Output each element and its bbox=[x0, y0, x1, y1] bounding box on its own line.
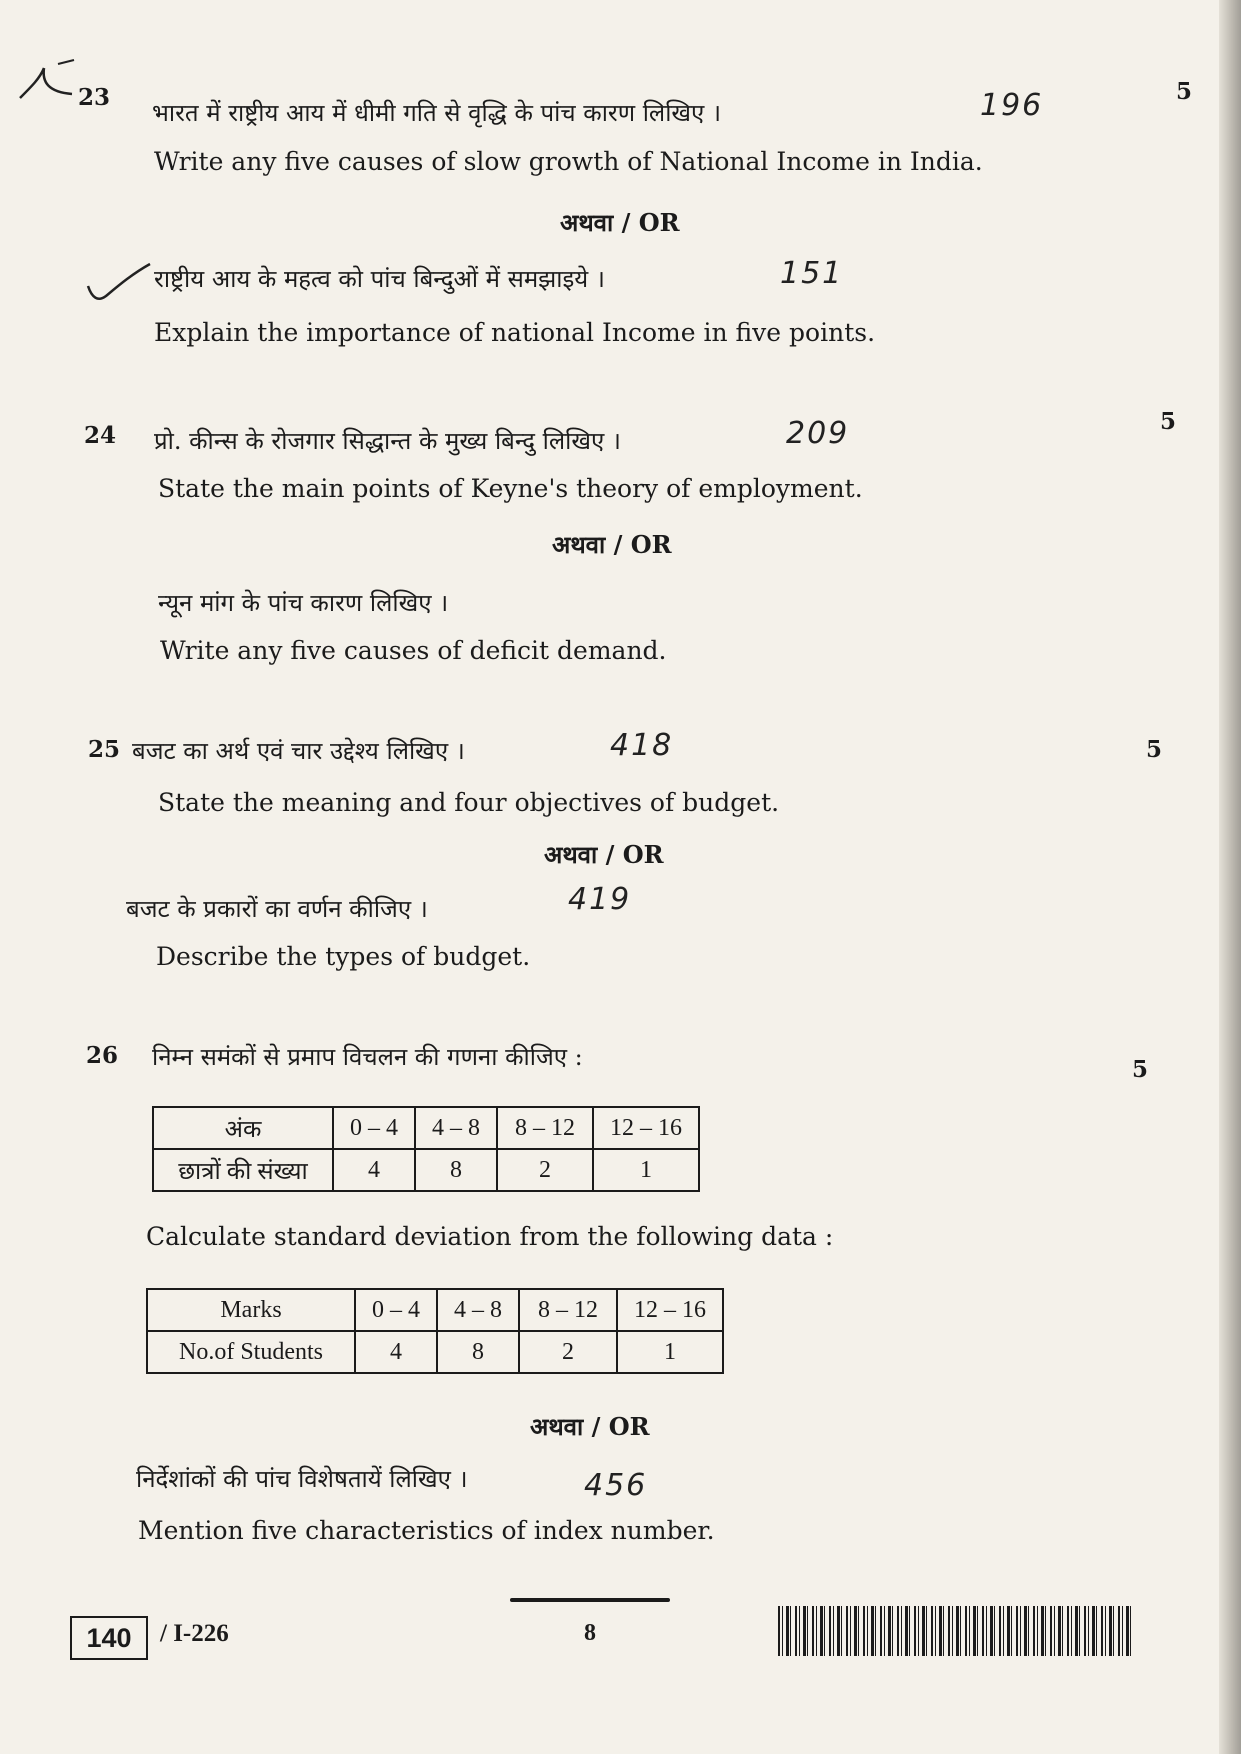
handwritten-page-ref: 209 bbox=[786, 416, 850, 451]
table-cell: 1 bbox=[593, 1149, 699, 1191]
alternate-text-hindi: निर्देशांकों की पांच विशेषतायें लिखिए । bbox=[136, 1465, 468, 1493]
table-row bbox=[153, 1149, 699, 1191]
question-number: 24 bbox=[84, 422, 117, 449]
or-separator: अथवा / OR bbox=[530, 1412, 650, 1441]
table-cell: 4 – 8 bbox=[437, 1289, 519, 1331]
page-number: 8 bbox=[584, 1620, 596, 1646]
question-marks: 5 bbox=[1176, 78, 1193, 105]
checkmark-icon bbox=[84, 262, 154, 310]
handwritten-page-ref: 196 bbox=[980, 88, 1044, 123]
or-separator: अथवा / OR bbox=[544, 840, 664, 869]
question-text-english: Write any five causes of slow growth of National Income in India. bbox=[154, 147, 983, 176]
question-text-english: State the meaning and four objectives of budget. bbox=[158, 788, 780, 817]
question-number: 26 bbox=[86, 1042, 119, 1069]
paper-edge-shadow bbox=[1219, 0, 1241, 1754]
or-separator: अथवा / OR bbox=[552, 530, 672, 559]
barcode bbox=[778, 1606, 1132, 1656]
table-cell: छात्रों की संख्या bbox=[153, 1149, 333, 1191]
handwritten-page-ref: 151 bbox=[780, 256, 844, 291]
question-number: 23 bbox=[78, 84, 111, 111]
question-marks: 5 bbox=[1132, 1056, 1149, 1083]
alternate-text-english: Explain the importance of national Income in five points. bbox=[154, 318, 876, 347]
table-cell: 12 – 16 bbox=[593, 1107, 699, 1149]
alternate-text-hindi: न्यून मांग के पांच कारण लिखिए । bbox=[158, 589, 449, 617]
question-text-hindi: निम्न समंकों से प्रमाप विचलन की गणना कीजिए : bbox=[152, 1043, 583, 1071]
table-cell: 0 – 4 bbox=[333, 1107, 415, 1149]
table-cell: 1 bbox=[617, 1331, 723, 1373]
handwritten-page-ref: 418 bbox=[610, 728, 674, 763]
table-cell: 12 – 16 bbox=[617, 1289, 723, 1331]
or-separator: अथवा / OR bbox=[560, 208, 680, 237]
alternate-text-english: Write any five causes of deficit demand. bbox=[160, 636, 667, 665]
question-text-english: Calculate standard deviation from the following data : bbox=[146, 1222, 834, 1251]
table-cell: 4 – 8 bbox=[415, 1107, 497, 1149]
handwritten-page-ref: 419 bbox=[568, 882, 632, 917]
question-number: 25 bbox=[88, 736, 121, 763]
data-table-english bbox=[146, 1288, 724, 1374]
question-text-hindi: प्रो. कीन्स के रोजगार सिद्धान्त के मुख्य बिन्दु लिखिए । bbox=[154, 427, 622, 455]
table-header-row bbox=[147, 1289, 723, 1331]
question-text-hindi: भारत में राष्ट्रीय आय में धीमी गति से वृद्धि के पांच कारण लिखिए । bbox=[152, 99, 722, 127]
table-row bbox=[147, 1331, 723, 1373]
handwritten-page-ref: 456 bbox=[584, 1468, 648, 1503]
question-text-english: State the main points of Keyne's theory of employment. bbox=[158, 474, 863, 503]
table-cell: No.of Students bbox=[147, 1331, 355, 1373]
table-cell: 8 – 12 bbox=[519, 1289, 617, 1331]
table-header-row bbox=[153, 1107, 699, 1149]
table-cell: 8 bbox=[415, 1149, 497, 1191]
footer-rule bbox=[510, 1598, 670, 1602]
question-marks: 5 bbox=[1160, 408, 1177, 435]
series-code: / I-226 bbox=[160, 1620, 229, 1647]
table-cell: 4 bbox=[333, 1149, 415, 1191]
handwritten-mark-icon bbox=[14, 58, 80, 108]
paper-code-box: 140 bbox=[70, 1616, 148, 1660]
table-cell: 0 – 4 bbox=[355, 1289, 437, 1331]
table-cell: 2 bbox=[497, 1149, 593, 1191]
table-cell: 8 – 12 bbox=[497, 1107, 593, 1149]
table-cell: 8 bbox=[437, 1331, 519, 1373]
alternate-text-hindi: बजट के प्रकारों का वर्णन कीजिए । bbox=[126, 895, 428, 923]
table-cell: Marks bbox=[147, 1289, 355, 1331]
table-cell: 2 bbox=[519, 1331, 617, 1373]
table-cell: अंक bbox=[153, 1107, 333, 1149]
question-marks: 5 bbox=[1146, 736, 1163, 763]
alternate-text-english: Mention five characteristics of index number. bbox=[138, 1516, 715, 1545]
alternate-text-english: Describe the types of budget. bbox=[156, 942, 531, 971]
alternate-text-hindi: राष्ट्रीय आय के महत्व को पांच बिन्दुओं में समझाइये । bbox=[154, 265, 605, 293]
question-text-hindi: बजट का अर्थ एवं चार उद्देश्य लिखिए । bbox=[132, 737, 465, 765]
data-table-hindi bbox=[152, 1106, 700, 1192]
table-cell: 4 bbox=[355, 1331, 437, 1373]
